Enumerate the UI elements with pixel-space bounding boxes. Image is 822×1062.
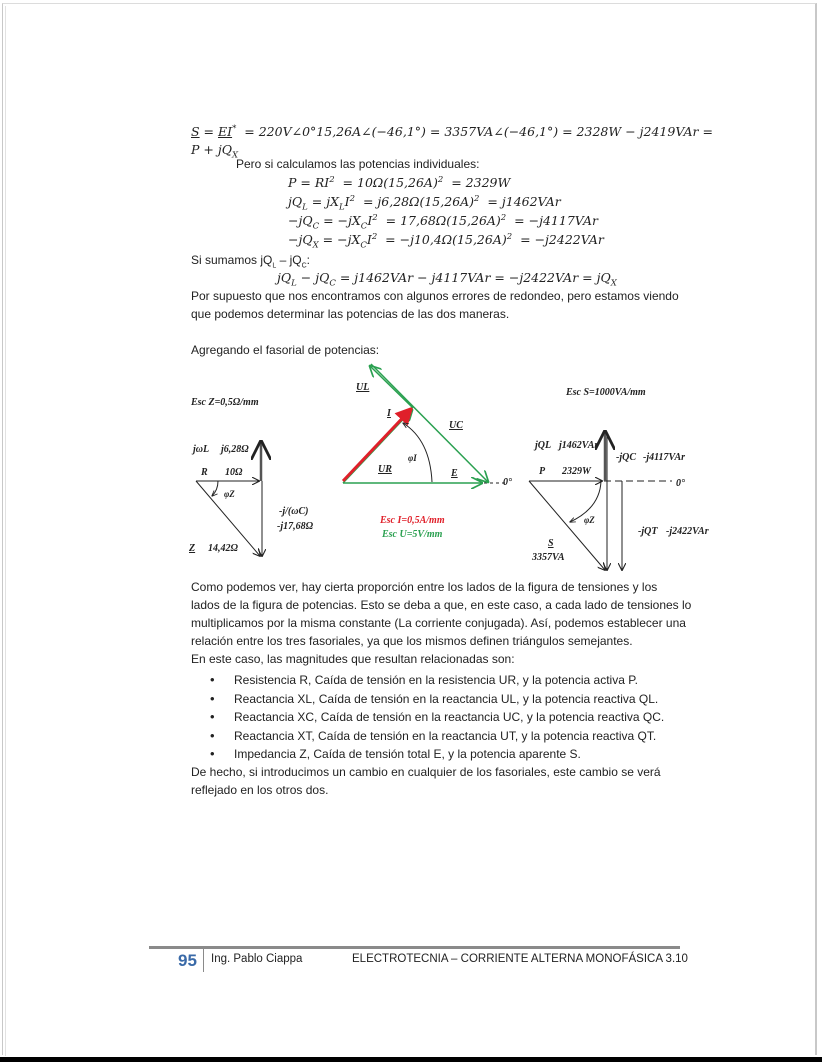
proportion-paragraph-1: Como podemos ver, hay cierta proporción entre los lados de la figura de tensiones y los: [191, 580, 658, 594]
proportion-paragraph-3: multiplicamos por la misma constante (La corriente conjugada). Así, podemos establecer una: [191, 616, 686, 630]
power-phi-z-label: φZ: [584, 515, 595, 525]
rounding-paragraph-2: que podemos determinar las potencias de las dos maneras.: [191, 307, 510, 321]
footer-rule: [149, 946, 680, 949]
jqt-value: -j2422VAr: [666, 526, 709, 537]
z-label: Z: [189, 543, 196, 554]
list-item: • Impedancia Z, Caída de tensión total E, y la potencia aparente S.: [210, 745, 664, 764]
apparent-power-equation: S = EI* = 220V∠0°15,26A∠(−46,1°) = 3357VA∠(−46,1°) = 2328W − j2419VAr =: [191, 123, 713, 139]
s-label: S: [548, 538, 554, 549]
footer-author: Ing. Pablo Ciappa: [211, 953, 303, 965]
list-item: • Resistencia R, Caída de tensión en la resistencia UR, y la potencia activa P.: [210, 671, 664, 690]
impedance-scale-label: Esc Z=0,5Ω/mm: [191, 397, 259, 408]
total-reactive-power-equation: $-jQ_X = -jX_CI^2 = -j10,4\Omega(15,26A)^2 = -j2422VAr$: [288, 231, 604, 251]
jql-label: jQL: [535, 440, 552, 451]
closing-paragraph-1: De hecho, si introducimos un cambio en cualquier de los fasoriales, este cambio se verá: [191, 765, 661, 779]
i-label: I: [387, 408, 391, 419]
jqt-label: -jQT: [638, 526, 658, 537]
zero-degree-label: 0°: [503, 477, 512, 488]
current-scale-label: Esc I=0,5A/mm: [380, 515, 445, 526]
jqc-value: -j4117VAr: [643, 452, 686, 463]
r-label: R: [201, 467, 208, 478]
phi-i-label: φI: [408, 453, 417, 463]
list-item: • Reactancia XL, Caída de tensión en la reactancia UL, y la potencia reactiva QL.: [210, 690, 664, 709]
sum-intro: Si sumamos $jQ_L - jQ_C$:: [191, 253, 311, 270]
capacitive-reactance-value: -j17,68Ω: [277, 521, 314, 532]
capacitive-reactance-label: -j/(ωC): [279, 506, 309, 517]
z-value: 14,42Ω: [208, 543, 238, 554]
jqc-label: -jQC: [616, 452, 636, 463]
phi-z-label: φZ: [224, 489, 235, 499]
impedance-diagram: [196, 442, 262, 556]
page-number: 95: [178, 951, 197, 970]
uc-label: UC: [449, 420, 463, 431]
r-value: 10Ω: [225, 467, 243, 478]
apparent-power-equation-cont: $P + jQ_X$: [191, 142, 239, 161]
inductive-power-equation: $jQ_L = jX_LI^2 = j6,28\Omega(15,26A)^2 = j1462VAr$: [288, 193, 561, 213]
jwl-label: jωL: [193, 444, 210, 455]
related-intro: En este caso, las magnitudes que resultan relacionadas son:: [191, 652, 515, 666]
sum-equation: $jQ_L - jQ_C = j1462VAr - j4117VAr = -j2422VAr = jQ_X$: [277, 270, 617, 289]
list-item: • Reactancia XC, Caída de tensión en la reactancia UC, y la potencia reactiva QC.: [210, 708, 664, 727]
related-magnitudes-list: [210, 671, 664, 764]
closing-paragraph-2: reflejado en los otros dos.: [191, 783, 329, 797]
ur-label: UR: [378, 464, 392, 475]
footer-separator: [203, 949, 204, 972]
individual-powers-intro: Pero si calculamos las potencias individuales:: [236, 157, 480, 171]
active-power-equation: $P = RI^2 = 10\Omega(15,26A)^2 = 2329W$: [288, 174, 511, 190]
e-label: E: [451, 468, 458, 479]
bottom-bar: [0, 1057, 822, 1062]
jwl-value: j6,28Ω: [221, 444, 249, 455]
capacitive-power-equation: $-jQ_C = -jX_CI^2 = 17,68\Omega(15,26A)^2 = -j4117VAr$: [288, 212, 598, 232]
proportion-paragraph-2: lados de la figura de potencias. Esto se deba a que, en este caso, a cada lado de tensiones lo: [191, 598, 692, 612]
adding-phasor-text: Agregando el fasorial de potencias:: [191, 343, 380, 357]
proportion-paragraph-4: relación entre los tres fasoriales, ya que los mismos definen triángulos semejantes.: [191, 634, 633, 648]
list-item: • Reactancia XT, Caída de tensión en la reactancia UT, y la potencia reactiva QT.: [210, 727, 664, 746]
voltage-scale-label: Esc U=5V/mm: [382, 529, 443, 540]
s-value: 3357VA: [532, 552, 565, 563]
p-value: 2329W: [562, 466, 591, 477]
p-label: P: [539, 466, 546, 477]
power-zero-degree-label: 0°: [676, 478, 685, 489]
rounding-paragraph-1: Por supuesto que nos encontramos con algunos errores de redondeo, pero estamos viendo: [191, 289, 679, 303]
footer-title: ELECTROTECNIA – CORRIENTE ALTERNA MONOFÁSICA 3.10: [352, 953, 688, 965]
jql-value: j1462VAr: [559, 440, 599, 451]
power-scale-label: Esc S=1000VA/mm: [566, 387, 646, 398]
ul-label: UL: [356, 382, 370, 393]
